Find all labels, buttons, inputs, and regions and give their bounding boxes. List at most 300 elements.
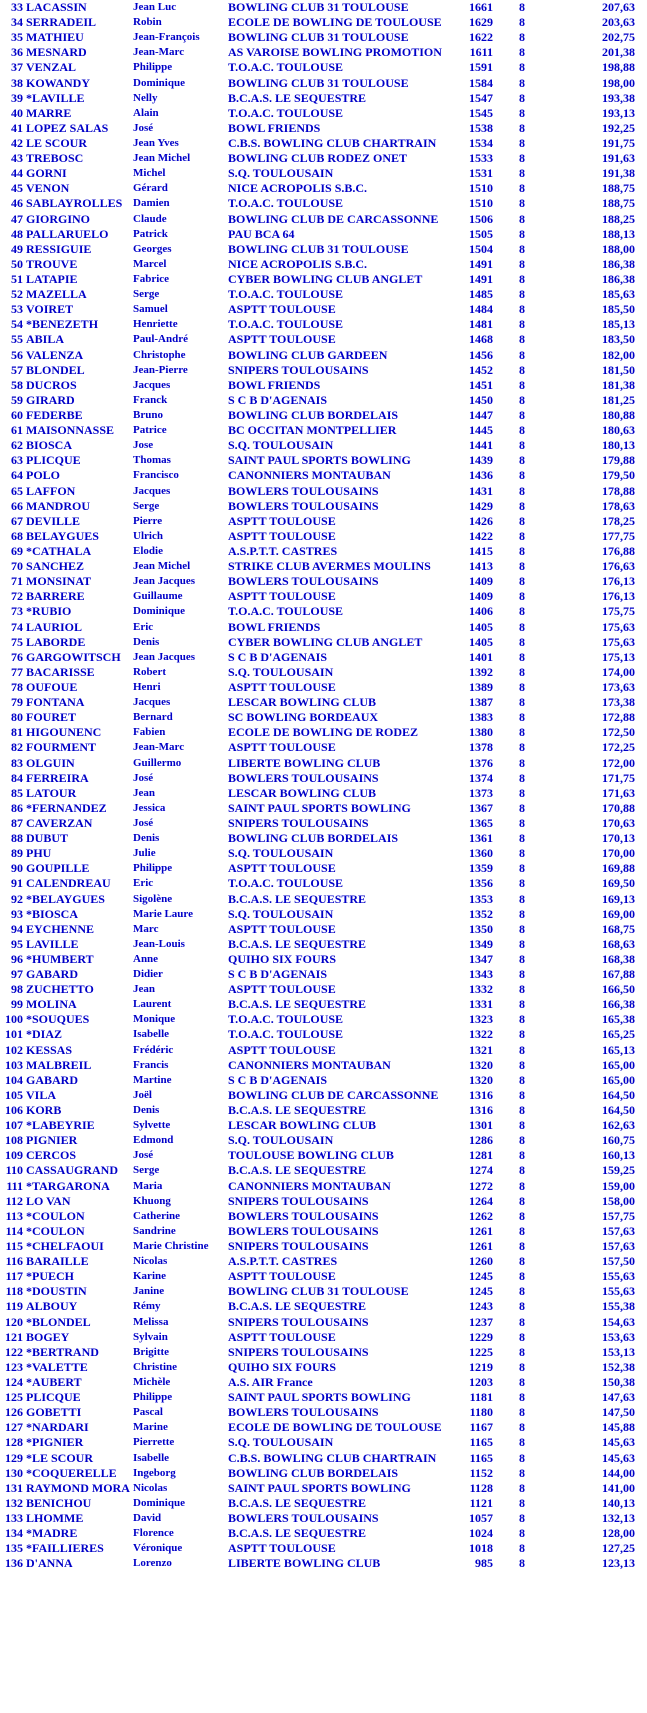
pins-cell: 1128 [469,1480,493,1495]
table-row [0,604,647,619]
table-row [0,982,647,997]
last-name-cell: PLICQUE [26,1390,81,1405]
last-name-cell: BARAILLE [26,1254,89,1269]
pins-cell: 1320 [469,1072,493,1087]
pins-cell: 1365 [469,815,493,830]
rank-cell: 133 [5,1510,23,1525]
club-cell: T.O.A.C. TOULOUSE [228,1027,344,1042]
club-cell: ASPTT TOULOUSE [228,302,336,317]
first-name-cell: Henri [133,680,161,693]
pins-cell: 1506 [469,211,493,226]
rank-cell: 136 [5,1556,23,1571]
first-name-cell: Alain [133,106,159,119]
table-row [0,1209,647,1224]
last-name-cell: TROUVE [26,256,78,271]
table-row [0,740,647,755]
games-cell: 8 [519,302,525,317]
rank-cell: 91 [11,876,23,891]
games-cell: 8 [519,831,525,846]
club-cell: PAU BCA 64 [228,226,295,241]
last-name-cell: MAZELLA [26,287,87,302]
club-cell: ASPTT TOULOUSE [228,513,336,528]
games-cell: 8 [519,1435,525,1450]
last-name-cell: *BELAYGUES [26,891,105,906]
rank-cell: 53 [11,302,23,317]
pins-cell: 1531 [469,166,493,181]
average-cell: 207,63 [602,0,635,15]
first-name-cell: Dominique [133,605,185,618]
club-cell: SNIPERS TOULOUSAINS [228,1193,369,1208]
club-cell: BOWLERS TOULOUSAINS [228,574,379,589]
table-row [0,1163,647,1178]
last-name-cell: VILA [26,1087,57,1102]
first-name-cell: Isabelle [133,1028,170,1041]
last-name-cell: MATHIEU [26,30,84,45]
club-cell: ASPTT TOULOUSE [228,1541,336,1556]
club-cell: LESCAR BOWLING CLUB [228,1118,377,1133]
table-row [0,680,647,695]
rank-cell: 90 [11,861,23,876]
first-name-cell: Marcel [133,257,167,270]
games-cell: 8 [519,151,525,166]
club-cell: S.Q. TOULOUSAIN [228,906,334,921]
club-cell: BOWLERS TOULOUSAINS [228,1510,379,1525]
pins-cell: 1152 [469,1465,493,1480]
games-cell: 8 [519,75,525,90]
last-name-cell: GOBETTI [26,1405,82,1420]
table-row [0,1390,647,1405]
games-cell: 8 [519,1390,525,1405]
games-cell: 8 [519,105,525,120]
average-cell: 164,50 [602,1103,635,1118]
first-name-cell: David [133,1511,162,1524]
table-row [0,348,647,363]
table-row [0,242,647,257]
club-cell: BOWLING CLUB 31 TOULOUSE [228,75,409,90]
club-cell: T.O.A.C. TOULOUSE [228,876,344,891]
rank-cell: 46 [11,196,23,211]
pins-cell: 1481 [469,317,493,332]
table-row [0,1496,647,1511]
first-name-cell: José [133,771,154,784]
rank-cell: 72 [11,589,23,604]
club-cell: NICE ACROPOLIS S.B.C. [228,256,368,271]
last-name-cell: GIORGINO [26,211,91,226]
average-cell: 165,00 [602,1072,635,1087]
average-cell: 175,63 [602,619,635,634]
average-cell: 172,25 [602,740,635,755]
rank-cell: 126 [5,1405,23,1420]
club-cell: BOWLERS TOULOUSAINS [228,498,379,513]
pins-cell: 1452 [469,362,493,377]
pins-cell: 1491 [469,256,493,271]
games-cell: 8 [519,740,525,755]
last-name-cell: LATAPIE [26,272,78,287]
table-row [0,831,647,846]
pins-cell: 1389 [469,679,493,694]
games-cell: 8 [519,1344,525,1359]
rank-cell: 94 [11,921,23,936]
games-cell: 8 [519,967,525,982]
rank-cell: 64 [11,468,23,483]
pins-cell: 1373 [469,785,493,800]
average-cell: 180,13 [602,438,635,453]
games-cell: 8 [519,1314,525,1329]
rank-cell: 48 [11,226,23,241]
rank-cell: 127 [5,1420,23,1435]
first-name-cell: Karine [133,1270,166,1283]
rank-cell: 93 [11,906,23,921]
first-name-cell: Janine [133,1285,165,1298]
first-name-cell: Frédéric [133,1043,174,1056]
club-cell: BOWL FRIENDS [228,619,321,634]
games-cell: 8 [519,136,525,151]
first-name-cell: José [133,816,154,829]
average-cell: 181,38 [602,377,635,392]
games-cell: 8 [519,982,525,997]
table-row [0,438,647,453]
last-name-cell: *FERNANDEZ [26,800,107,815]
table-row [0,227,647,242]
games-cell: 8 [519,619,525,634]
table-row [0,907,647,922]
rank-cell: 59 [11,392,23,407]
table-row [0,967,647,982]
games-cell: 8 [519,1027,525,1042]
games-cell: 8 [519,574,525,589]
pins-cell: 1422 [469,528,493,543]
last-name-cell: *LE SCOUR [26,1450,94,1465]
rank-cell: 84 [11,770,23,785]
rank-cell: 131 [5,1480,23,1495]
last-name-cell: VENON [26,181,70,196]
average-cell: 145,88 [602,1420,635,1435]
pins-cell: 1405 [469,619,493,634]
first-name-cell: Eric [133,877,154,890]
pins-cell: 1415 [469,543,493,558]
average-cell: 132,13 [602,1510,635,1525]
table-row [0,1284,647,1299]
table-row [0,1118,647,1133]
average-cell: 188,75 [602,196,635,211]
last-name-cell: SERRADEIL [26,15,97,30]
last-name-cell: GARGOWITSCH [26,649,121,664]
average-cell: 154,63 [602,1314,635,1329]
last-name-cell: *TARGARONA [26,1178,110,1193]
first-name-cell: Guillermo [133,756,182,769]
games-cell: 8 [519,679,525,694]
table-row [0,1420,647,1435]
average-cell: 188,13 [602,226,635,241]
average-cell: 157,63 [602,1239,635,1254]
average-cell: 165,38 [602,1012,635,1027]
rank-cell: 74 [11,619,23,634]
club-cell: C.B.S. BOWLING CLUB CHARTRAIN [228,136,437,151]
games-cell: 8 [519,528,525,543]
pins-cell: 1359 [469,861,493,876]
pins-cell: 1406 [469,604,493,619]
pins-cell: 1380 [469,725,493,740]
first-name-cell: Patrick [133,227,168,240]
last-name-cell: FONTANA [26,695,85,710]
first-name-cell: Jean Jacques [133,650,196,663]
first-name-cell: Patrice [133,424,167,437]
last-name-cell: TREBOSC [26,151,84,166]
pins-cell: 1203 [469,1375,493,1389]
first-name-cell: Rémy [133,1300,161,1313]
club-cell: T.O.A.C. TOULOUSE [228,196,344,211]
games-cell: 8 [519,1103,525,1118]
games-cell: 8 [519,1510,525,1525]
average-cell: 175,75 [602,604,635,619]
games-cell: 8 [519,725,525,740]
club-cell: BOWLING CLUB 31 TOULOUSE [228,1284,409,1299]
average-cell: 150,38 [602,1375,635,1389]
club-cell: CYBER BOWLING CLUB ANGLET [228,634,423,649]
pins-cell: 1321 [469,1042,493,1057]
rank-cell: 43 [11,151,23,166]
rank-cell: 58 [11,377,23,392]
table-row [0,181,647,196]
table-row [0,635,647,650]
table-row [0,1451,647,1466]
first-name-cell: Marine [133,1421,168,1434]
rank-cell: 36 [11,45,23,60]
games-cell: 8 [519,513,525,528]
games-cell: 8 [519,1541,525,1556]
last-name-cell: ZUCHETTO [26,982,94,997]
club-cell: T.O.A.C. TOULOUSE [228,317,344,332]
pins-cell: 1431 [469,483,493,498]
pins-cell: 1343 [469,967,493,982]
first-name-cell: Jean Michel [133,152,191,165]
table-row [0,1148,647,1163]
club-cell: BOWL FRIENDS [228,120,321,135]
pins-cell: 1445 [469,423,493,438]
pins-cell: 1332 [469,982,493,997]
pins-cell: 1387 [469,695,493,710]
last-name-cell: *CHELFAOUI [26,1239,104,1254]
games-cell: 8 [519,272,525,287]
pins-cell: 1350 [469,921,493,936]
last-name-cell: *PIGNIER [26,1435,84,1450]
table-row [0,514,647,529]
first-name-cell: Nelly [133,91,158,104]
average-cell: 198,88 [602,60,635,75]
last-name-cell: LHOMME [26,1510,84,1525]
rank-cell: 97 [11,967,23,982]
average-cell: 175,63 [602,634,635,649]
first-name-cell: Sylvette [133,1119,171,1132]
average-cell: 155,38 [602,1299,635,1314]
rank-cell: 87 [11,815,23,830]
last-name-cell: FOURMENT [26,740,96,755]
last-name-cell: MESNARD [26,45,87,60]
last-name-cell: D'ANNA [26,1556,73,1571]
games-cell: 8 [519,392,525,407]
last-name-cell: GIRARD [26,392,75,407]
last-name-cell: OUFOUE [26,679,78,694]
first-name-cell: Florence [133,1527,174,1540]
club-cell: SNIPERS TOULOUSAINS [228,1314,369,1329]
last-name-cell: CALENDREAU [26,876,111,891]
last-name-cell: ALBOUY [26,1299,78,1314]
first-name-cell: Thomas [133,454,171,467]
last-name-cell: PLICQUE [26,453,81,468]
last-name-cell: GABARD [26,967,79,982]
first-name-cell: Sylvain [133,1330,168,1343]
table-row [0,1012,647,1027]
rank-cell: 62 [11,438,23,453]
pins-cell: 1383 [469,710,493,725]
table-row [0,1375,647,1390]
pins-cell: 1401 [469,649,493,664]
last-name-cell: BLONDEL [26,362,85,377]
games-cell: 8 [519,936,525,951]
average-cell: 170,13 [602,831,635,846]
average-cell: 169,88 [602,861,635,876]
table-row [0,45,647,60]
last-name-cell: *FAILLIERES [26,1541,104,1556]
average-cell: 160,13 [602,1148,635,1163]
club-cell: S.Q. TOULOUSAIN [228,166,334,181]
average-cell: 169,13 [602,891,635,906]
rank-cell: 103 [5,1057,23,1072]
first-name-cell: Lorenzo [133,1557,172,1570]
average-cell: 178,25 [602,513,635,528]
first-name-cell: Marie Laure [133,907,193,920]
rank-cell: 99 [11,997,23,1012]
last-name-cell: SABLAYROLLES [26,196,123,211]
pins-cell: 1261 [469,1239,493,1254]
club-cell: B.C.A.S. LE SEQUESTRE [228,1103,367,1118]
first-name-cell: Denis [133,832,160,845]
first-name-cell: Philippe [133,862,173,875]
last-name-cell: KESSAS [26,1042,73,1057]
first-name-cell: Franck [133,393,168,406]
games-cell: 8 [519,1269,525,1284]
games-cell: 8 [519,1495,525,1510]
club-cell: ECOLE DE BOWLING DE RODEZ [228,725,419,740]
games-cell: 8 [519,1329,525,1344]
club-cell: ASPTT TOULOUSE [228,740,336,755]
games-cell: 8 [519,664,525,679]
games-cell: 8 [519,483,525,498]
last-name-cell: *LABEYRIE [26,1118,95,1133]
pins-cell: 1622 [469,30,493,45]
last-name-cell: BOGEY [26,1329,70,1344]
games-cell: 8 [519,408,525,422]
games-cell: 8 [519,377,525,392]
club-cell: BOWLING CLUB GARDEEN [228,347,388,362]
club-cell: T.O.A.C. TOULOUSE [228,287,344,302]
games-cell: 8 [519,362,525,377]
games-cell: 8 [519,211,525,226]
last-name-cell: LO VAN [26,1193,71,1208]
table-row [0,1330,647,1345]
average-cell: 144,00 [602,1465,635,1480]
rank-cell: 35 [11,30,23,45]
table-row [0,212,647,227]
table-row [0,1556,647,1571]
table-row [0,665,647,680]
last-name-cell: MOLINA [26,997,77,1012]
pins-cell: 1320 [469,1057,493,1072]
average-cell: 158,00 [602,1193,635,1208]
average-cell: 172,88 [602,710,635,725]
pins-cell: 1436 [469,468,493,483]
games-cell: 8 [519,468,525,483]
first-name-cell: Martine [133,1073,172,1086]
pins-cell: 1426 [469,513,493,528]
pins-cell: 1661 [469,0,493,15]
average-cell: 169,50 [602,876,635,891]
first-name-cell: Denis [133,1104,160,1117]
average-cell: 157,63 [602,1223,635,1238]
rank-cell: 81 [11,725,23,740]
rank-cell: 85 [11,785,23,800]
club-cell: BOWLING CLUB RODEZ ONET [228,151,408,166]
last-name-cell: POLO [26,468,61,483]
first-name-cell: Eric [133,620,154,633]
games-cell: 8 [519,181,525,196]
club-cell: BOWLERS TOULOUSAINS [228,1223,379,1238]
pins-cell: 1281 [469,1148,493,1163]
average-cell: 171,63 [602,785,635,800]
club-cell: BOWL FRIENDS [228,377,321,392]
rank-cell: 123 [5,1359,23,1374]
table-row [0,619,647,634]
club-cell: SAINT PAUL SPORTS BOWLING [228,453,411,468]
rank-cell: 100 [5,1012,23,1027]
table-row [0,1058,647,1073]
table-row [0,1466,647,1481]
average-cell: 164,50 [602,1087,635,1102]
club-cell: BC OCCITAN MONTPELLIER [228,423,397,438]
average-cell: 165,25 [602,1027,635,1042]
table-row [0,378,647,393]
rank-cell: 107 [5,1118,23,1133]
games-cell: 8 [519,543,525,558]
pins-cell: 1356 [469,876,493,891]
first-name-cell: Jean Yves [133,137,179,150]
first-name-cell: Marc [133,922,159,935]
table-row [0,1088,647,1103]
pins-cell: 1353 [469,891,493,906]
last-name-cell: MARRE [26,105,72,120]
first-name-cell: Jean-Louis [133,937,185,950]
average-cell: 171,75 [602,770,635,785]
last-name-cell: *DOUSTIN [26,1284,87,1299]
pins-cell: 1260 [469,1254,493,1269]
average-cell: 188,25 [602,211,635,226]
games-cell: 8 [519,1148,525,1163]
last-name-cell: *BENEZETH [26,317,99,332]
average-cell: 185,13 [602,317,635,332]
average-cell: 159,00 [602,1178,635,1193]
pins-cell: 985 [475,1556,493,1571]
first-name-cell: Edmond [133,1134,174,1147]
first-name-cell: Melissa [133,1315,169,1328]
table-row [0,710,647,725]
first-name-cell: Julie [133,847,156,860]
table-row [0,91,647,106]
rank-cell: 83 [11,755,23,770]
rank-cell: 104 [5,1072,23,1087]
pins-cell: 1485 [469,287,493,302]
first-name-cell: Nicolas [133,1481,168,1494]
last-name-cell: LAVILLE [26,936,79,951]
